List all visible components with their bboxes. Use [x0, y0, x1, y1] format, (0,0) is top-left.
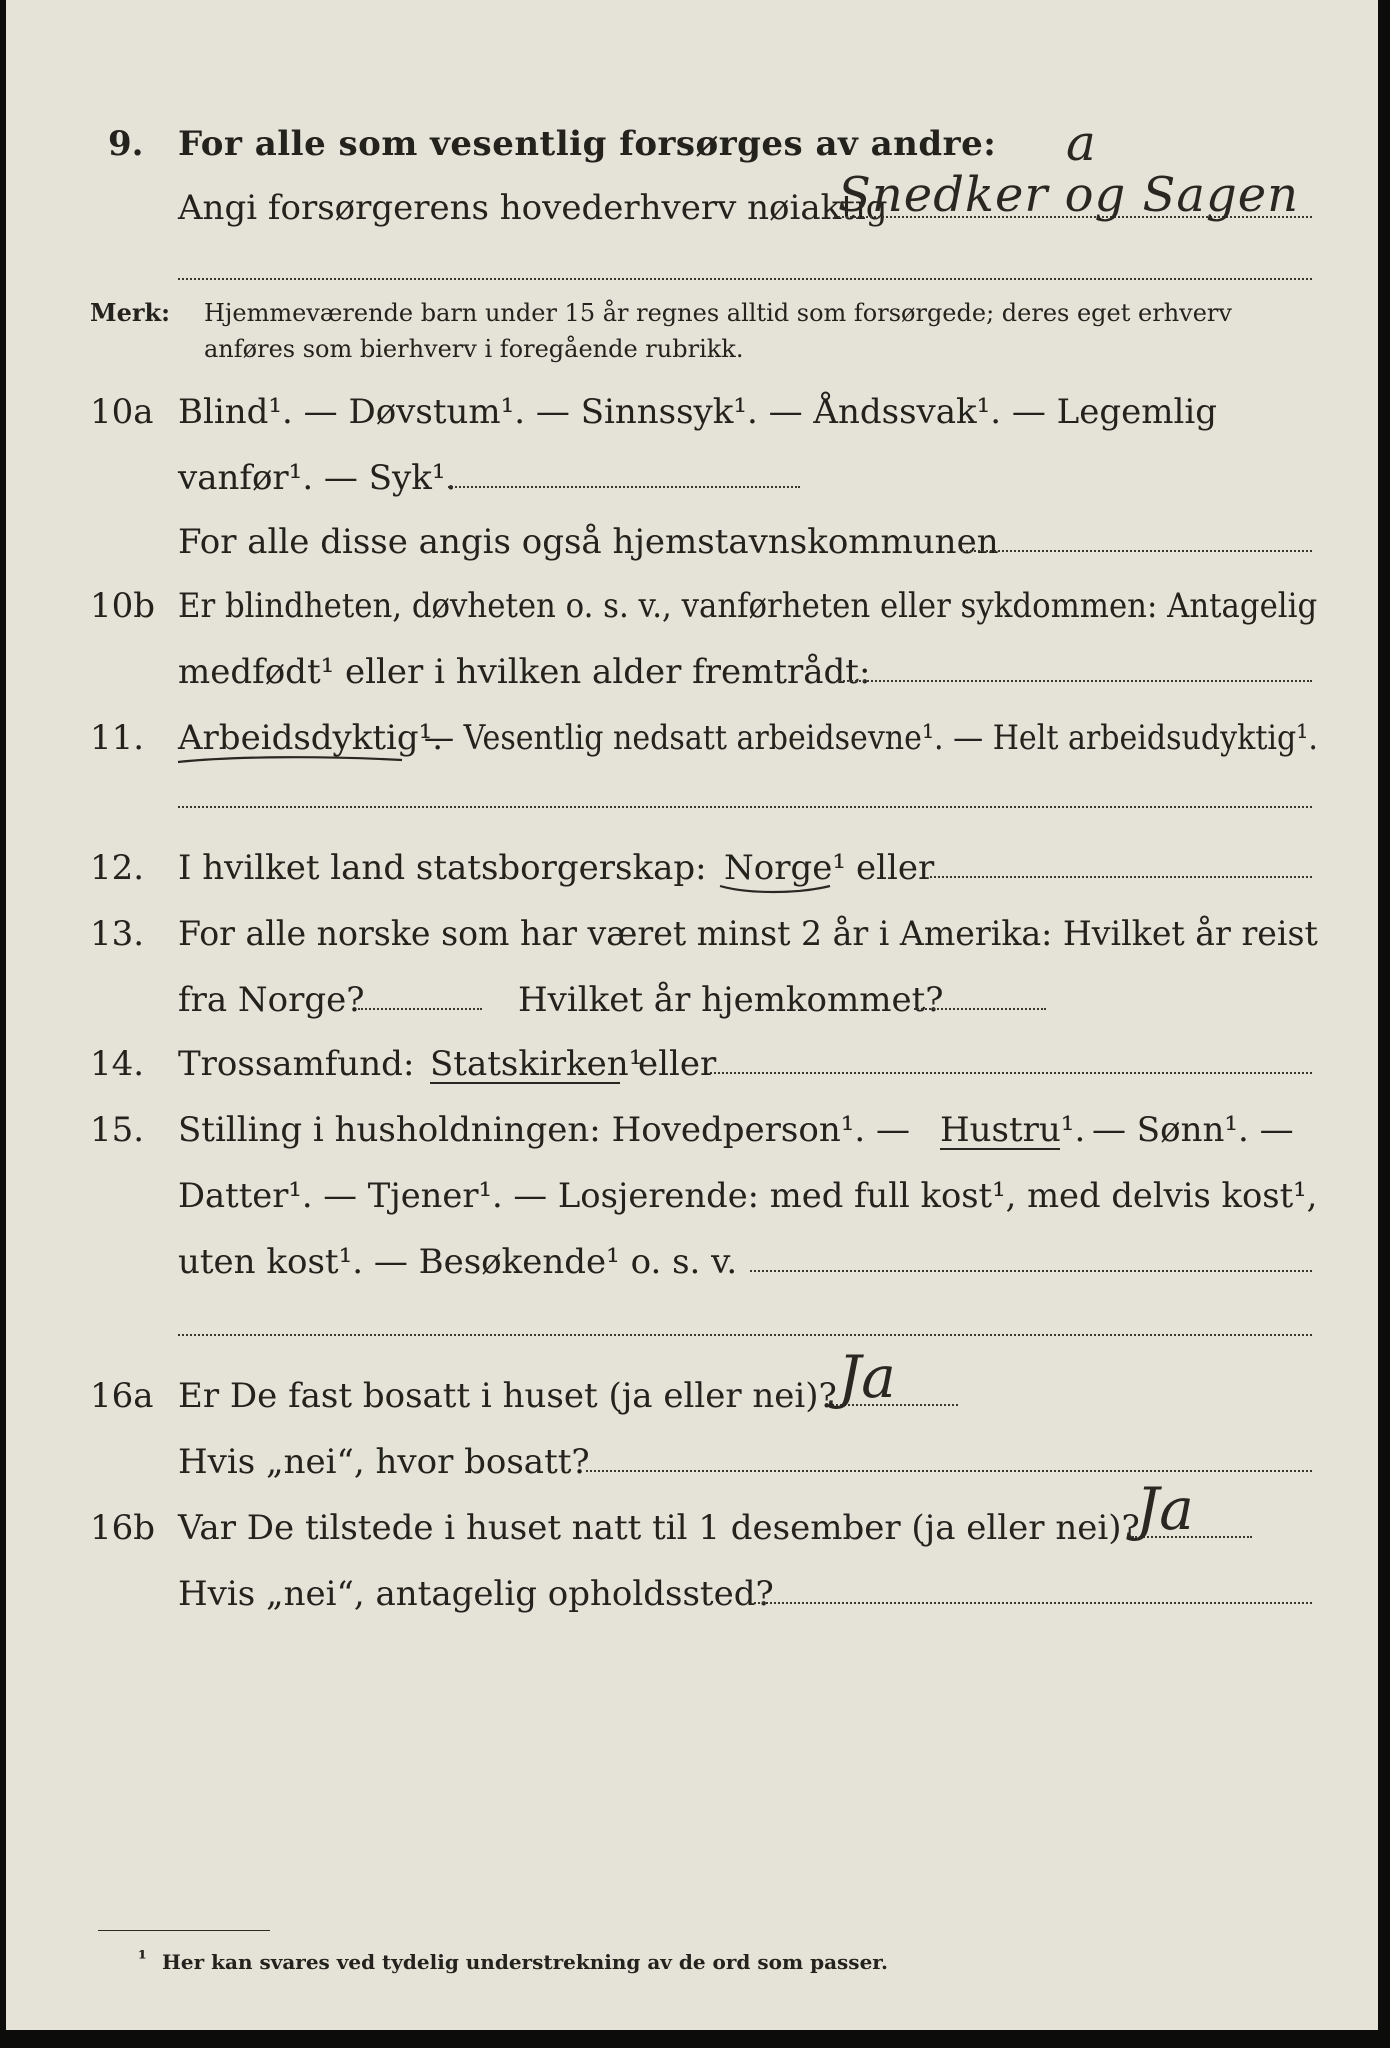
q12-text-a: I hvilket land statsborgerskap: — [178, 848, 707, 888]
q13-hjemkommet-line — [914, 1008, 1046, 1010]
q15-underline-mark — [940, 1148, 1060, 1150]
q15-line2: Datter¹. — Tjener¹. — Losjerende: med full kost¹, med delvis kost¹, — [178, 1176, 1318, 1216]
q15-answer-line — [750, 1270, 1312, 1272]
q14-text-a: Trossamfund: — [178, 1044, 415, 1084]
q9-extra-line — [178, 278, 1312, 280]
q12-text-b: eller — [856, 848, 935, 888]
q13-number: 13. — [90, 914, 145, 954]
q10b-answer-line — [836, 680, 1312, 682]
q10a-number: 10a — [90, 392, 154, 432]
footnote-rule — [98, 1930, 270, 1931]
q16a-bosatt-line — [586, 1470, 1312, 1472]
merk-line1: Hjemmeværende barn under 15 år regnes alltid som forsørgede; deres eget erhverv — [204, 299, 1232, 327]
q16a-line1: Er De fast bosatt i huset (ja eller nei)? — [178, 1376, 837, 1416]
q15-line3: uten kost¹. — Besøkende¹ o. s. v. — [178, 1242, 738, 1282]
q10a-syk-line — [448, 486, 800, 488]
q16a-handwritten-answer: Ja — [838, 1343, 896, 1411]
q16b-line1: Var De tilstede i huset natt til 1 desember (ja eller nei)? — [178, 1508, 1140, 1548]
q10b-line1: Er blindheten, døvheten o. s. v., vanførheten eller sykdommen: Antagelig — [178, 586, 1318, 626]
q11-opt-arbeidsdyktig: Arbeidsdyktig¹. — [178, 718, 444, 758]
q16a-line2: Hvis „nei“, hvor bosatt? — [178, 1442, 590, 1482]
q9-line1: For alle som vesentlig forsørges av andre: — [178, 124, 997, 164]
q14-opt-statskirken: Statskirken¹ — [430, 1044, 643, 1084]
q11-underline-mark — [176, 752, 406, 772]
q11-extra-line — [178, 806, 1312, 808]
q9-handwritten-a: a — [1066, 114, 1096, 172]
q10b-line2: medfødt¹ eller i hvilken alder fremtrådt: — [178, 652, 871, 692]
merk-label: Merk: — [90, 298, 170, 327]
q12-answer-line — [930, 876, 1312, 878]
q15-line1a: Stilling i husholdningen: Hovedperson¹. — — [178, 1110, 910, 1150]
q14-number: 14. — [90, 1044, 145, 1084]
q13-line1: For alle norske som har været minst 2 år i Amerika: Hvilket år reist — [178, 914, 1318, 954]
q12-opt-norge: Norge¹ — [724, 848, 846, 888]
q13-line2a: fra Norge? — [178, 980, 365, 1020]
q16b-line2: Hvis „nei“, antagelig opholdssted? — [178, 1574, 774, 1614]
q11-rest: — Vesentlig nedsatt arbeidsevne¹. — Helt arbeidsudyktig¹. — [424, 718, 1318, 758]
q16b-handwritten-answer: Ja — [1136, 1475, 1194, 1543]
q15-extra-line — [178, 1334, 1312, 1336]
census-form-page — [6, 0, 1378, 2030]
q13-reist-line — [358, 1008, 482, 1010]
merk-line2: anføres som bierhverv i foregående rubrikk. — [204, 335, 744, 363]
q10a-line3: For alle disse angis også hjemstavnskommunen — [178, 522, 999, 562]
q16b-number: 16b — [90, 1508, 156, 1548]
q16b-opholdssted-line — [754, 1602, 1312, 1604]
footnote-text: Her kan svares ved tydelig understrekning av de ord som passer. — [162, 1950, 888, 1974]
q13-line2b: Hvilket år hjemkommet? — [518, 980, 944, 1020]
q10a-line1: Blind¹. — Døvstum¹. — Sinnssyk¹. — Åndssvak¹. — Legemlig — [178, 392, 1217, 432]
q14-underline-mark — [430, 1082, 620, 1084]
q12-underline-mark — [718, 880, 834, 900]
q9-line2: Angi forsørgerens hovederhverv nøiaktig — [178, 188, 888, 228]
q10b-number: 10b — [90, 586, 156, 626]
q9-number: 9. — [108, 124, 144, 164]
q12-number: 12. — [90, 848, 145, 888]
q9-handwritten-answer: Snedker og Sagen — [838, 167, 1300, 223]
q10a-kommune-line — [962, 550, 1312, 552]
q14-text-b: eller — [638, 1044, 717, 1084]
q14-answer-line — [710, 1072, 1312, 1074]
q15-opt-hustru: Hustru¹. — [940, 1110, 1086, 1150]
q11-number: 11. — [90, 718, 145, 758]
q16a-number: 16a — [90, 1376, 154, 1416]
q15-number: 15. — [90, 1110, 145, 1150]
q15-line1b: — Sønn¹. — — [1092, 1110, 1294, 1150]
q10a-line2: vanfør¹. — Syk¹. — [178, 458, 457, 498]
footnote-mark: ¹ — [138, 1946, 147, 1970]
